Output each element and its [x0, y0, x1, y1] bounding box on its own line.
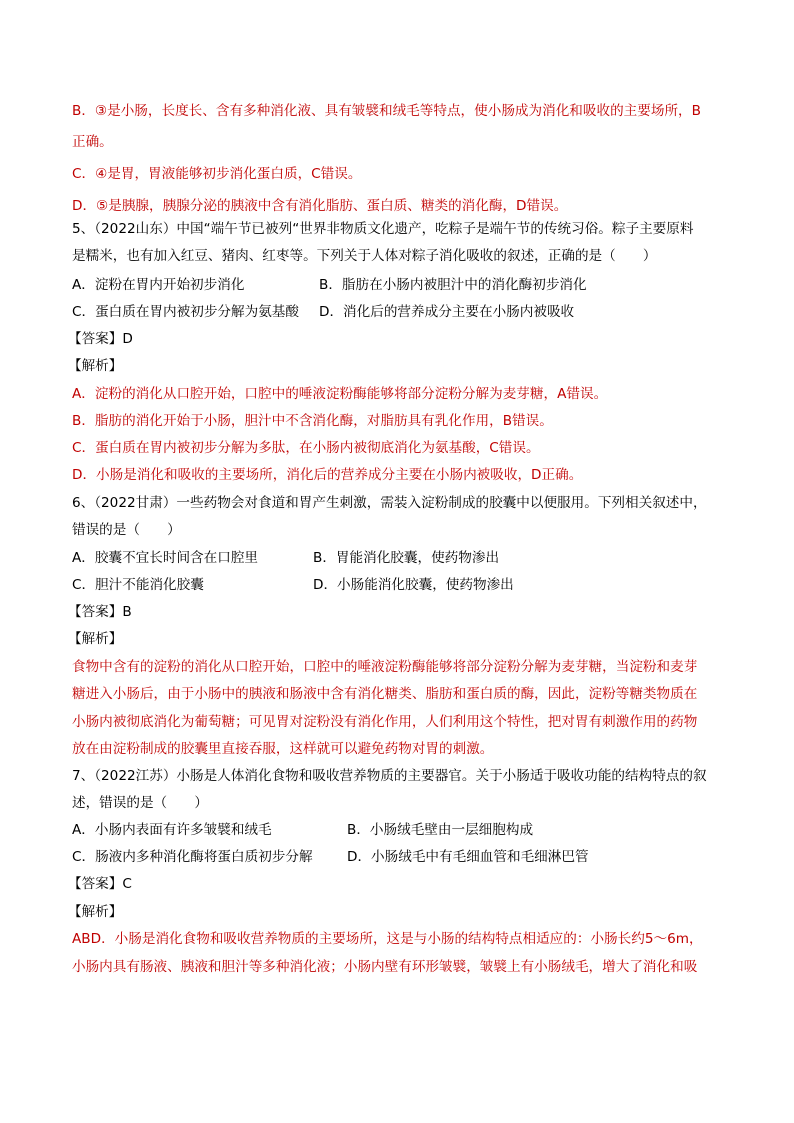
prev-analysis-b-line2: 正确。 [72, 134, 113, 150]
q5-analysis-d: D．小肠是消化和吸收的主要场所，消化后的营养成分主要在小肠内被吸收，D正确。 [72, 467, 583, 483]
q5-analysis-label: 【解析】 [68, 358, 123, 374]
q6-option-a: A．胶囊不宜长时间含在口腔里 [72, 550, 259, 566]
q5-option-b: B．脂肪在小肠内被胆汁中的消化酶初步消化 [319, 277, 587, 293]
q7-option-c: C．肠液内多种消化酶将蛋白质初步分解 [72, 849, 313, 865]
q5-option-a: A．淀粉在胃内开始初步消化 [72, 277, 245, 293]
q7-stem-line1: 7、（2022江苏）小肠是人体消化食物和吸收营养物质的主要器官。关于小肠适于吸收功能的结构特点的叙 [72, 768, 707, 784]
q6-analysis-line3: 小肠内被彻底消化为葡萄糖；可见胃对淀粉没有消化作用，人们利用这个特性，把对胃有刺激作用的药物 [72, 714, 698, 730]
q6-stem-line2: 错误的是（ ） [72, 522, 181, 538]
q7-stem-line2: 述，错误的是（ ） [72, 795, 208, 811]
q7-analysis-line2: 小肠内具有肠液、胰液和胆汁等多种消化液；小肠内壁有环形皱襞，皱襞上有小肠绒毛，增大了消化和吸 [72, 959, 698, 975]
prev-analysis-b-red: B．③是小肠 [72, 103, 148, 119]
q5-stem-line2: 是糯米，也有加入红豆、猪肉、红枣等。下列关于人体对粽子消化吸收的叙述，正确的是（ ） [72, 248, 657, 264]
q7-option-b: B．小肠绒毛壁由一层细胞构成 [347, 822, 534, 838]
q5-analysis-a: A．淀粉的消化从口腔开始，口腔中的唾液淀粉酶能够将部分淀粉分解为麦芽糖，A错误。 [72, 386, 608, 402]
q7-option-a: A．小肠内表面有许多皱襞和绒毛 [72, 822, 272, 838]
prev-analysis-b-line1 [72, 102, 701, 120]
q6-option-d: D．小肠能消化胶囊，使药物渗出 [313, 577, 514, 593]
q6-stem-line1: 6、（2022甘肃）一些药物会对食道和胃产生刺激，需装入淀粉制成的胶囊中以便服用。下列相关叙述中， [72, 495, 707, 511]
prev-analysis-d: D．⑤是胰腺，胰腺分泌的胰液中含有消化脂肪、蛋白质、糖类的消化酶，D错误。 [72, 198, 568, 214]
q6-analysis-label: 【解析】 [68, 631, 123, 647]
q5-answer: 【答案】D [68, 331, 133, 347]
q5-option-d: D．消化后的营养成分主要在小肠内被吸收 [319, 304, 575, 320]
q6-analysis-line2: 糖进入小肠后，由于小肠中的胰液和肠液中含有消化糖类、脂肪和蛋白质的酶，因此，淀粉等糖类物质在 [72, 686, 698, 702]
q7-analysis-label: 【解析】 [68, 904, 123, 920]
q7-answer: 【答案】C [68, 876, 132, 892]
q7-analysis-line1: ABD．小肠是消化食物和吸收营养物质的主要场所，这是与小肠的结构特点相适应的：小肠长约5～6m， [72, 931, 703, 947]
prev-analysis-c: C．④是胃，胃液能够初步消化蛋白质，C错误。 [72, 166, 362, 182]
prev-analysis-b-text: ，长度长、含有多种消化液、具有皱襞和绒毛等特点，使小肠成为消化和吸收的主要场所，B [147, 103, 701, 119]
q6-analysis-line1: 食物中含有的淀粉的消化从口腔开始，口腔中的唾液淀粉酶能够将部分淀粉分解为麦芽糖，当淀粉和麦芽 [72, 659, 698, 675]
q5-analysis-b: B．脂肪的消化开始于小肠，胆汁中不含消化酶，对脂肪具有乳化作用，B错误。 [72, 413, 553, 429]
q5-stem-line1: 5、（2022山东）中国“端午节已被列“世界非物质文化遗产，吃粽子是端午节的传统习俗。粽子主要原料 [72, 221, 694, 237]
q6-option-c: C．胆汁不能消化胶囊 [72, 577, 204, 593]
q6-answer: 【答案】B [68, 604, 132, 620]
q5-analysis-c: C．蛋白质在胃内被初步分解为多肽，在小肠内被彻底消化为氨基酸，C错误。 [72, 440, 540, 456]
q5-option-c: C．蛋白质在胃内被初步分解为氨基酸 [72, 304, 299, 320]
q6-option-b: B．胃能消化胶囊，使药物渗出 [313, 550, 500, 566]
q6-analysis-line4: 放在由淀粉制成的胶囊里直接吞服，这样就可以避免药物对胃的刺激。 [72, 741, 494, 757]
q7-option-d: D．小肠绒毛中有毛细血管和毛细淋巴管 [347, 849, 589, 865]
